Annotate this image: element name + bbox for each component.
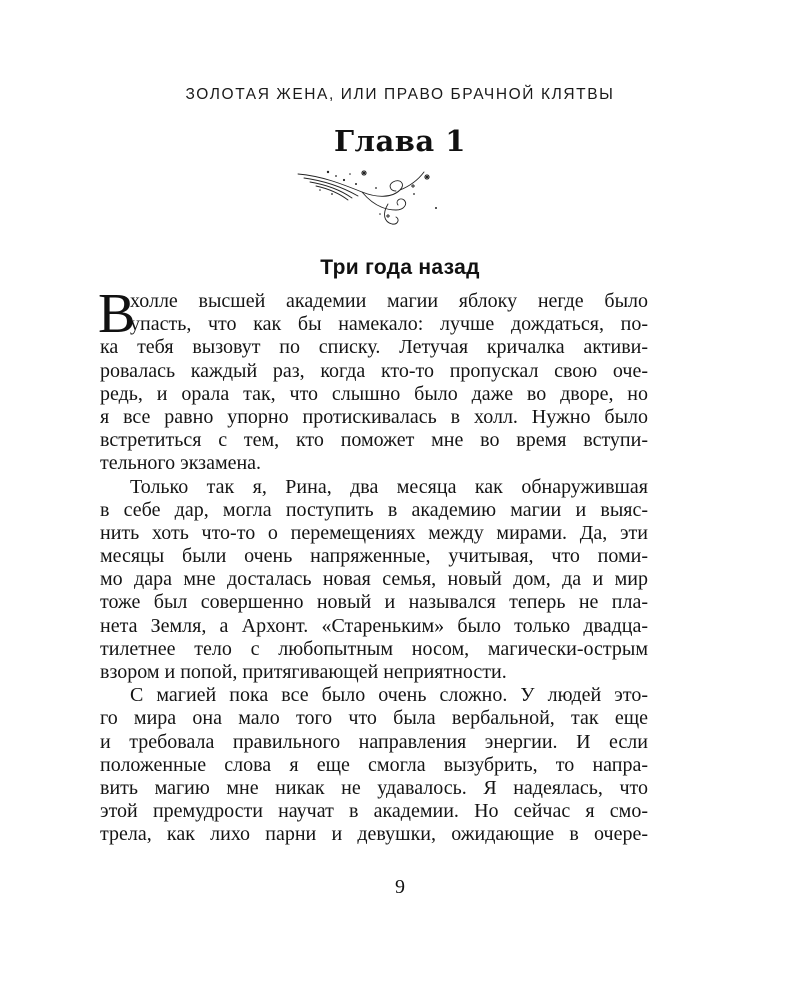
text-line: в себе дар, могла поступить в академию магии и выяс-	[100, 498, 648, 521]
text-line: вить магию мне никак не удавалось. Я надеялась, что	[100, 776, 648, 799]
text-line: нета Земля, а Архонт. «Стареньким» было только двадца-	[100, 614, 648, 637]
text-line: тельного экзамена.	[100, 452, 262, 475]
running-head: ЗОЛОТАЯ ЖЕНА, ИЛИ ПРАВО БРАЧНОЙ КЛЯТВЫ	[185, 86, 615, 103]
text-line: тоже был совершенно новый и назывался теперь не пла-	[100, 591, 648, 614]
text-line: трела, как лихо парни и девушки, ожидающие в очере-	[100, 823, 648, 846]
text-line: встретиться с тем, кто поможет мне во время вступи-	[100, 429, 648, 452]
section-title: Три года назад	[320, 256, 480, 279]
text-line: редь, и орала так, что слышно было даже во дворе, но	[100, 382, 648, 405]
swirl-ornament-icon	[292, 164, 442, 234]
text-line: холле высшей академии магии яблоку негде было	[130, 290, 648, 312]
text-line: и требовала правильного направления энергии. И если	[100, 730, 648, 753]
text-line: ровалась каждый раз, когда кто-то пропускал свою оче-	[100, 359, 648, 382]
text-line: ка тебя вызовут по списку. Летучая кричалка активи-	[100, 336, 648, 359]
body-text	[98, 283, 648, 847]
text-line: мо дара мне досталась новая семья, новый дом, да и мир	[100, 568, 648, 591]
text-line: упасть, что как бы намекало: лучше дождаться, по-	[130, 313, 648, 336]
text-line: С магией пока все было очень сложно. У людей это-	[130, 684, 648, 707]
text-line: го мира она мало того что была вербальной, так еще	[100, 707, 648, 730]
chapter-title: Глава 1	[334, 124, 466, 158]
text-line: месяцы были очень напряженные, учитывая, что поми-	[100, 545, 648, 568]
text-line: Только так я, Рина, два месяца как обнаружившая	[130, 475, 648, 498]
text-line: нить хоть что-то о перемещениях между мирами. Да, эти	[100, 521, 648, 544]
text-line: взором и попой, притягивающей неприятности.	[100, 661, 507, 683]
text-line: положенные слова я еще смогла вызубрить, то напра-	[100, 753, 648, 776]
text-line: тилетнее тело с любопытным носом, магически-острым	[100, 637, 648, 660]
drop-cap: В	[98, 283, 136, 345]
page-number: 9	[395, 876, 405, 898]
text-line: этой премудрости научат в академии. Но сейчас я смо-	[100, 800, 648, 823]
text-line: я все равно упорно протискивалась в холл. Нужно было	[100, 405, 648, 428]
